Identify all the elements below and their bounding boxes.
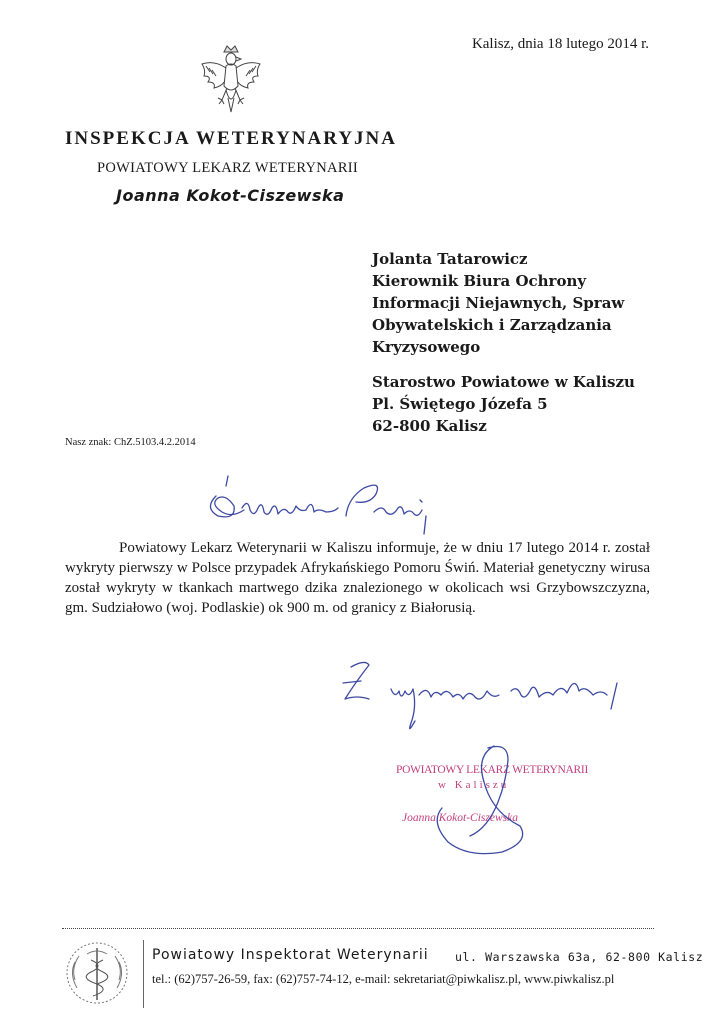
office-line: Starostwo Powiatowe w Kaliszu xyxy=(372,373,635,391)
stamp-line: POWIATOWY LEKARZ WETERYNARII xyxy=(396,764,588,776)
recipient-office-block xyxy=(372,371,635,437)
stamp-line: Joanna Kokot-Ciszewska xyxy=(402,812,518,824)
polish-eagle-icon xyxy=(196,42,266,116)
footer-divider xyxy=(62,928,654,929)
handwritten-salutation xyxy=(196,468,456,538)
recipient-block xyxy=(372,248,624,358)
office-line: Pl. Świętego Józefa 5 xyxy=(372,395,548,413)
office-line: 62-800 Kalisz xyxy=(372,417,487,435)
reference-number: Nasz znak: ChZ.5103.4.2.2014 xyxy=(65,437,196,448)
officer-name: Joanna Kokot-Ciszewska xyxy=(116,186,345,205)
letter-date: Kalisz, dnia 18 lutego 2014 r. xyxy=(471,36,649,52)
footer-address: ul. Warszawska 63a, 62-800 Kalisz xyxy=(455,950,704,964)
footer-name: Powiatowy Inspektorat Weterynarii xyxy=(152,947,429,963)
official-stamp xyxy=(390,742,588,862)
recipient-line: Jolanta Tatarowicz xyxy=(372,250,528,268)
footer-separator xyxy=(143,940,144,1008)
footer-contact: tel.: (62)757-26-59, fax: (62)757-74-12, e-mail: sekretariat@piwkalisz.pl, www.piwkalisz.pl xyxy=(152,972,615,986)
recipient-line: Informacji Niejawnych, Spraw xyxy=(372,294,625,312)
officer-role: POWIATOWY LEKARZ WETERYNARII xyxy=(97,160,359,176)
stamp-line: w Kaliszu xyxy=(438,779,510,791)
recipient-line: Kierownik Biura Ochrony xyxy=(372,272,587,290)
recipient-line: Kryzysowego xyxy=(372,338,481,356)
recipient-line: Obywatelskich i Zarządzania xyxy=(372,316,612,334)
institution-name: INSPEKCJA WETERYNARYJNA xyxy=(65,128,397,149)
signature xyxy=(390,742,560,862)
handwritten-closing xyxy=(335,655,635,745)
letter-body xyxy=(65,538,650,618)
body-paragraph: Powiatowy Lekarz Weterynarii w Kaliszu informuje, że w dniu 17 lutego 2014 r. został wykryty pierwszy w Polsce przypadek Afrykańskiego Pomoru Świń. Materiał genetyczny wirusa został wykryty w tkankach martwego dzika znalezionego w okolicach wsi Grzybowszczyzna, gm. Sudziałowo (woj. Podlaskie) ok 900 m. od granicy z Białorusią. xyxy=(65,540,650,616)
caduceus-icon xyxy=(63,938,131,1008)
